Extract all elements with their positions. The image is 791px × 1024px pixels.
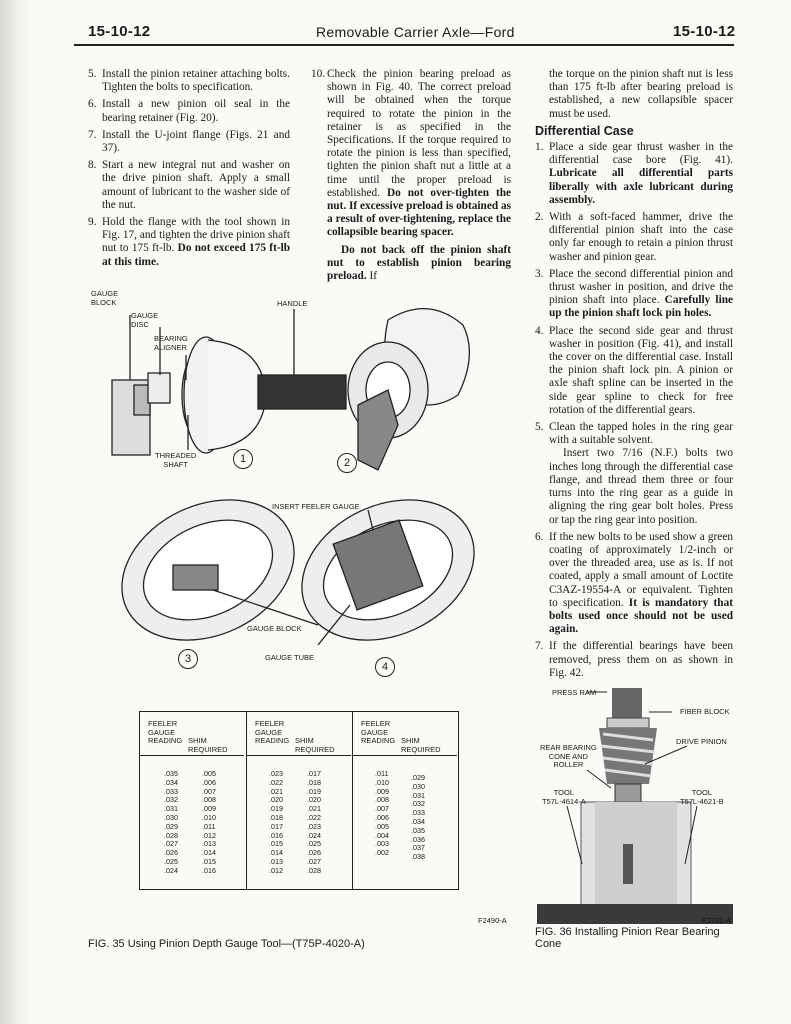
table-cell: .005 xyxy=(202,769,216,778)
label-gauge-block: GAUGE BLOCK xyxy=(91,289,119,307)
table-cell: .019 xyxy=(307,786,321,796)
table-cell: .015 xyxy=(269,839,283,849)
table-cell: .012 xyxy=(269,865,283,875)
column-3 xyxy=(535,68,733,684)
table-cell: .023 xyxy=(307,821,321,831)
table-cell: .008 xyxy=(202,795,216,805)
fig35-code: F2490-A xyxy=(478,916,507,925)
table-cell: .003 xyxy=(375,839,389,849)
table-cell: .004 xyxy=(375,830,389,840)
table-cell: .016 xyxy=(269,830,283,840)
table-cell: .006 xyxy=(202,777,216,787)
dc-step-2: 2. With a soft-faced hammer, drive the differential pinion shaft into the case only far enough to retain a pinion thrust washer and pinion gear. xyxy=(535,211,733,263)
step-9: 9. Hold the flange with the tool shown in Fig. 17, and tighten the drive pinion shaft nut to 175 ft-lb. Do not exceed 175 ft-lb at this time. xyxy=(88,216,291,268)
table-cell: .014 xyxy=(269,848,283,858)
table-cell: .033 xyxy=(164,786,178,796)
continued-text: the torque on the pinion shaft nut is less than 175 ft-lb after bearing preload is established, a new collapsible spacer must be used. xyxy=(549,68,733,120)
feeler-values-2 xyxy=(269,770,283,876)
dc-step-7: 7. If the differential bearings have been removed, press them on as shown in Fig. 42. xyxy=(535,640,733,679)
table-cell: .022 xyxy=(269,777,283,787)
fig36-caption: FIG. 36 Installing Pinion Rear Bearing Cone xyxy=(535,926,720,950)
fig35-caption: FIG. 35 Using Pinion Depth Gauge Tool—(T75P-4020-A) xyxy=(88,938,365,950)
table-cell: .032 xyxy=(164,795,178,805)
header-rule xyxy=(74,44,734,46)
dc-step-1: 1. Place a side gear thrust washer in the differential case bore (Fig. 41). Lubricate all differential parts liberally with axle lubricant during assembly. xyxy=(535,141,733,206)
column-2 xyxy=(311,68,511,287)
table-cell: .018 xyxy=(269,812,283,822)
dc-step-3: 3. Place the second differential pinion and thrust washer in position, and drive the pinion shaft into place. Carefully line up the pinion shaft lock pin holes. xyxy=(535,267,733,320)
dc-step-4: 4. Place the second side gear and thrust washer in position (Fig. 41), and install the cover on the differential case. Install the pinion shaft lock pin. A pinion or axle shaft spline can be inserted in the side gear spline to check for free rotation of the differential gears. xyxy=(535,324,733,416)
table-cell: .011 xyxy=(202,821,216,831)
feeler-values-1 xyxy=(164,770,178,876)
table-cell: .018 xyxy=(307,777,321,787)
table-cell: .034 xyxy=(411,816,425,826)
table-cell: .021 xyxy=(307,804,321,814)
step-6: 6. Install a new pinion oil seal in the bearing retainer (Fig. 20). xyxy=(88,98,290,124)
shim-values-3 xyxy=(411,774,425,862)
label-insert-feeler-gauge: INSERT FEELER GAUGE xyxy=(272,502,360,511)
table-cell: .024 xyxy=(307,830,321,840)
table-cell: .010 xyxy=(202,812,216,822)
label-tool-left: TOOL T57L-4614-A xyxy=(542,788,586,806)
label-fiber-block: FIBER BLOCK xyxy=(680,707,730,716)
table-cell: .010 xyxy=(375,777,389,787)
page-number-right: 15-10-12 xyxy=(673,23,736,40)
table-cell: .024 xyxy=(164,865,178,875)
table-cell: .015 xyxy=(202,856,216,866)
table-cell: .038 xyxy=(411,852,425,862)
page-binding-shadow xyxy=(0,0,34,1024)
shim-table-group-3: FEELER GAUGE READING SHIM REQUIRED .011 .010 .009 .008 .007 .006 .005 .004 .003 .002 .029 .030 .031 .032 .033 .034 .035 .036 .037 .038 xyxy=(352,712,457,889)
table-cell: .027 xyxy=(164,839,178,849)
table-cell: .035 xyxy=(411,825,425,835)
table-cell: .029 xyxy=(411,773,425,782)
table-cell: .006 xyxy=(375,812,389,822)
table-cell: .020 xyxy=(307,795,321,805)
shim-table-group-2: FEELER GAUGE READING SHIM REQUIRED .023 .022 .021 .020 .019 .018 .017 .016 .015 .014 .013 .012 .017 .018 .019 .020 .021 .022 .023 .024 .025 .026 .027 .028 xyxy=(246,712,351,889)
table-cell: .002 xyxy=(375,848,389,858)
step-7: 7. Install the U-joint flange (Figs. 21 and 37). xyxy=(88,128,290,155)
section-differential-case: Differential Case xyxy=(535,123,634,138)
table-cell: .031 xyxy=(164,804,178,814)
step-10: 10. Check the pinion bearing preload as shown in Fig. 40. The correct preload will be obtained when the torque required to rotate the pinion in the retainer is as specified in the Specifications. If the torque required to rotate the pinion is less than specified, tighten the pinion shaft nut a little at a time until the proper preload is established. Do not over-tighten the nut. If excessive preload is obtained as a result of over-tightening, replace the collapsible bearing spacer. xyxy=(311,68,512,239)
table-cell: .013 xyxy=(269,856,283,866)
table-cell: .011 xyxy=(375,769,389,778)
step-number-3: 3 xyxy=(178,649,198,669)
table-cell: .033 xyxy=(411,808,425,818)
table-cell: .019 xyxy=(269,804,283,814)
step-number-1: 1 xyxy=(233,449,253,469)
step-number-2: 2 xyxy=(337,453,357,473)
table-cell: .027 xyxy=(307,856,321,866)
table-cell: .013 xyxy=(202,839,216,849)
gauge-tool-drawing xyxy=(112,309,346,455)
table-cell: .022 xyxy=(307,812,321,822)
gauge-installed-drawing xyxy=(348,309,469,470)
dc-step-6: 6. If the new bolts to be used show a green coating of approximately 1/2-inch or over the threaded area, use as is. If not coated, apply a small amount of Loctite C3AZ-19554-A or equivalent. Tighten to specification. It is mandatory that bolts used once should not be used again. xyxy=(535,530,733,636)
table-cell: .029 xyxy=(164,821,178,831)
label-press-ram: PRESS RAM xyxy=(552,688,597,697)
table-cell: .037 xyxy=(411,843,425,853)
table-cell: .007 xyxy=(202,786,216,796)
label-rear-bearing: REAR BEARING CONE AND ROLLER xyxy=(540,743,597,769)
label-gauge-block-2: GAUGE BLOCK xyxy=(247,624,302,633)
page-number-left: 15-10-12 xyxy=(88,23,151,40)
table-cell: .007 xyxy=(375,804,389,814)
table-cell: .026 xyxy=(307,848,321,858)
label-handle: HANDLE xyxy=(277,299,308,308)
step-number-4: 4 xyxy=(375,657,395,677)
table-cell: .014 xyxy=(202,848,216,858)
dc-step-5: 5. Clean the tapped holes in the ring gear with a suitable solvent. Insert two 7/16 (N.F.) bolts two inches long through the differential case flange, and thread them three or four turns into the ring gear as a guide in aligning the ring gear bolt holes. Press or tap the ring gear into position. xyxy=(535,421,733,526)
label-bearing-aligner: BEARING ALIGNER xyxy=(154,334,188,352)
table-cell: .036 xyxy=(411,834,425,844)
label-drive-pinion: DRIVE PINION xyxy=(676,737,727,746)
shim-table xyxy=(139,711,459,890)
feeler-values-3 xyxy=(375,770,389,858)
table-cell: .031 xyxy=(411,790,425,800)
fig35-illustration xyxy=(88,285,488,680)
table-cell: .017 xyxy=(307,769,321,778)
table-cell: .017 xyxy=(269,821,283,831)
table-cell: .020 xyxy=(269,795,283,805)
table-cell: .030 xyxy=(411,781,425,791)
fig36-code: E1701-A xyxy=(702,916,732,925)
table-cell: .023 xyxy=(269,769,283,778)
label-gauge-tube: GAUGE TUBE xyxy=(265,653,315,662)
table-cell: .032 xyxy=(411,799,425,809)
table-cell: .034 xyxy=(164,777,178,787)
label-threaded-shaft: THREADED SHAFT xyxy=(155,451,197,469)
table-cell: .009 xyxy=(202,804,216,814)
table-cell: .016 xyxy=(202,865,216,875)
label-tool-right: TOOL T57L-4621-B xyxy=(680,788,724,806)
shim-values-1 xyxy=(202,770,216,876)
table-cell: .028 xyxy=(164,830,178,840)
column-1 xyxy=(88,68,290,273)
running-title: Removable Carrier Axle—Ford xyxy=(316,24,515,40)
preload-warning: Do not back off the pinion shaft nut to establish pinion bearing preload. If xyxy=(327,243,511,283)
table-cell: .030 xyxy=(164,812,178,822)
table-cell: .025 xyxy=(307,839,321,849)
table-cell: .008 xyxy=(375,795,389,805)
table-cell: .025 xyxy=(164,856,178,866)
table-cell: .035 xyxy=(164,769,178,778)
table-cell: .021 xyxy=(269,786,283,796)
step-8: 8. Start a new integral nut and washer on the drive pinion shaft. Apply a small amount of lubricant to the washer side of the nut. xyxy=(88,159,290,211)
label-gauge-disc: GAUGE DISC xyxy=(131,311,159,329)
table-cell: .009 xyxy=(375,786,389,796)
table-cell: .005 xyxy=(375,821,389,831)
shim-values-2 xyxy=(307,770,321,876)
table-cell: .026 xyxy=(164,848,178,858)
step-5: 5. Install the pinion retainer attaching bolts. Tighten the bolts to specification. xyxy=(88,68,290,94)
table-cell: .028 xyxy=(307,865,321,875)
table-cell: .012 xyxy=(202,830,216,840)
shim-table-group-1: FEELER GAUGE READING SHIM REQUIRED .035 .034 .033 .032 .031 .030 .029 .028 .027 .026 .025 .024 .005 .006 .007 .008 .009 .010 .011 .012 .013 .014 .015 .016 xyxy=(140,712,244,889)
